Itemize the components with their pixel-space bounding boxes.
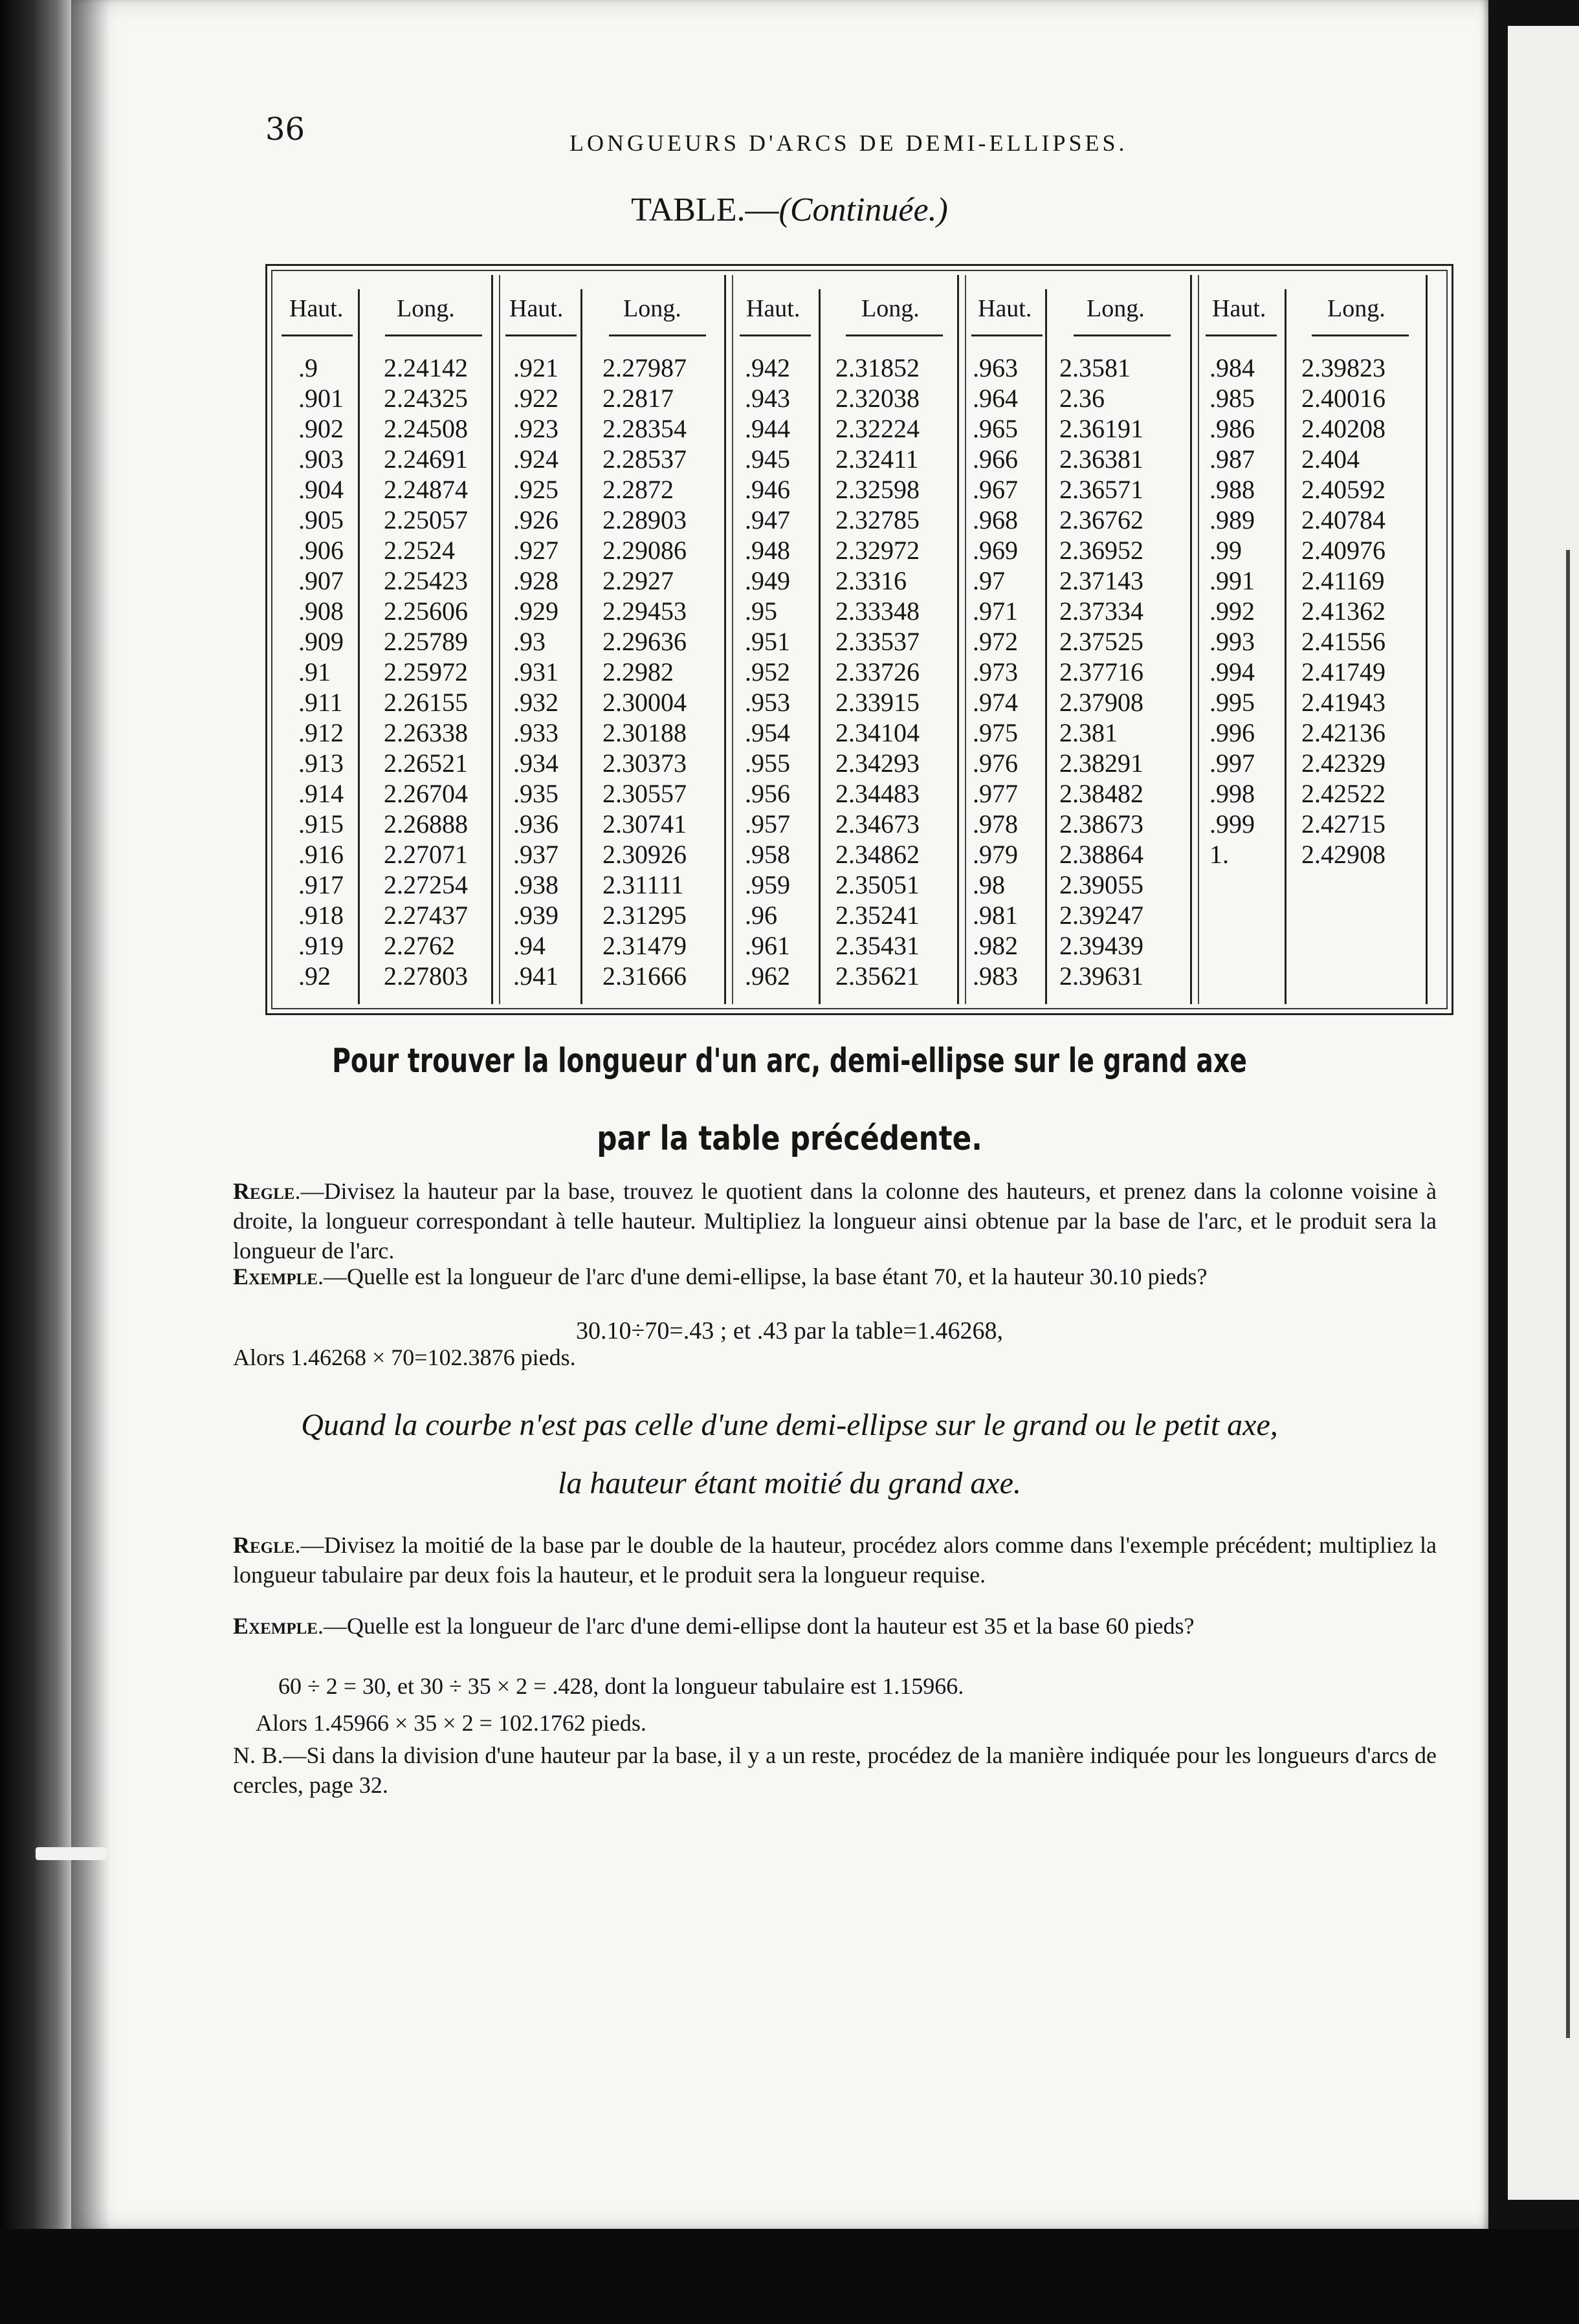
running-head: LONGUEURS D'ARCS DE DEMI-ELLIPSES. xyxy=(569,130,1128,156)
table-block-2 xyxy=(499,275,727,1004)
rule-text: .—Divisez la hauteur par la base, trouvez le quotient dans la colonne des hauteurs, et prenez dans la colonne voisine à droite, la longueur correspondant à telle hauteur. Multipliez la longueur ainsi obtenue par la base de l'arc, et le produit sera la longueur de l'arc. xyxy=(233,1178,1437,1264)
block-divider xyxy=(1426,275,1428,1004)
block-divider xyxy=(724,275,726,1004)
example-text: .—Quelle est la longueur de l'arc d'une demi-ellipse, la base étant 70, et la hauteur 30.10 pieds? xyxy=(317,1264,1208,1289)
header-rule xyxy=(385,334,482,336)
paper-scrap xyxy=(36,1847,107,1860)
table-block-1 xyxy=(282,275,494,1004)
haut-column: .984 .985 .986 .987 .988 .989 .99 .991 .992 .993 .994 .995 .996 .997 .998 .999 1. xyxy=(1209,353,1255,869)
header-rule xyxy=(971,334,1043,336)
header-haut: Haut. xyxy=(289,295,344,322)
section1-heading-line2: par la table précédente. xyxy=(597,1119,982,1158)
haut-column: .921 .922 .923 .924 .925 .926 .927 .928 .929 .93 .931 .932 .933 .934 .935 .936 .937 .938 .939 .94 .941 xyxy=(513,353,558,991)
scan-background xyxy=(0,2229,1579,2324)
block-divider xyxy=(499,275,500,1004)
header-rule xyxy=(1206,334,1277,336)
header-long: Long. xyxy=(397,295,455,322)
column-divider xyxy=(1285,289,1286,1004)
table-block-5 xyxy=(1198,275,1437,1004)
block-divider xyxy=(965,275,966,1004)
section2-example xyxy=(233,1611,1437,1641)
section2-rule xyxy=(233,1530,1437,1590)
table-block-3 xyxy=(732,275,960,1004)
table-title-main: TABLE.— xyxy=(631,192,779,228)
header-rule xyxy=(609,334,706,336)
book-spine xyxy=(0,0,71,2324)
long-column: 2.27987 2.2817 2.28354 2.28537 2.2872 2.28903 2.29086 2.2927 2.29453 2.29636 2.2982 2.30004 2.30188 2.30373 2.30557 2.30741 2.30926 2.31111 2.31295 2.31479 2.31666 xyxy=(602,353,687,991)
example-label: Exemple xyxy=(233,1613,318,1639)
section2-heading-line1: Quand la courbe n'est pas celle d'une demi-ellipse sur le grand ou le petit axe, xyxy=(301,1408,1278,1442)
rule-label: Regle xyxy=(233,1532,295,1558)
block-divider xyxy=(491,275,493,1004)
haut-column: .942 .943 .944 .945 .946 .947 .948 .949 .95 .951 .952 .953 .954 .955 .956 .957 .958 .959 .96 .961 .962 xyxy=(745,353,790,991)
rule-label: Regle xyxy=(233,1178,295,1204)
arc-length-table xyxy=(265,264,1453,1015)
section2-calc: 60 ÷ 2 = 30, et 30 ÷ 35 × 2 = .428, dont la longueur tabulaire est 1.15966. xyxy=(278,1673,964,1699)
block-divider xyxy=(1190,275,1192,1004)
header-haut: Haut. xyxy=(509,295,564,322)
header-haut: Haut. xyxy=(746,295,801,322)
block-divider xyxy=(1198,275,1199,1004)
header-long: Long. xyxy=(623,295,681,322)
table-title-continued: (Continuée.) xyxy=(778,192,948,228)
table-title xyxy=(0,191,1579,229)
header-long: Long. xyxy=(1087,295,1145,322)
long-column: 2.39823 2.40016 2.40208 2.404 2.40592 2.40784 2.40976 2.41169 2.41362 2.41556 2.41749 2.41943 2.42136 2.42329 2.42522 2.42715 2.42908 xyxy=(1301,353,1386,869)
example-label: Exemple xyxy=(233,1264,318,1289)
column-divider xyxy=(819,289,821,1004)
example-text: .—Quelle est la longueur de l'arc d'une demi-ellipse dont la hauteur est 35 et la base 60 pieds? xyxy=(317,1613,1195,1639)
long-column: 2.3581 2.36 2.36191 2.36381 2.36571 2.36762 2.36952 2.37143 2.37334 2.37525 2.37716 2.37908 2.381 2.38291 2.38482 2.38673 2.38864 2.39055 2.39247 2.39439 2.39631 xyxy=(1059,353,1143,991)
section1-example xyxy=(233,1262,1437,1291)
header-rule xyxy=(282,334,353,336)
section1-rule xyxy=(233,1176,1437,1266)
rule-text: .—Divisez la moitié de la base par le double de la hauteur, procédez alors comme dans l'exemple précédent; multipliez la longueur tabulaire par deux fois la hauteur, et le produit sera la longueur requise. xyxy=(233,1532,1437,1588)
header-long: Long. xyxy=(1327,295,1386,322)
section2-note: N. B.—Si dans la division d'une hauteur par la base, il y a un reste, procédez de la manière indiquée pour les longueurs d'arcs de cercles, page 32. xyxy=(233,1742,1437,1798)
header-rule xyxy=(740,334,811,336)
section1-calc: 30.10÷70=.43 ; et .43 par la table=1.46268, xyxy=(576,1317,1003,1344)
section2-heading-line2: la hauteur étant moitié du grand axe. xyxy=(558,1466,1021,1500)
header-rule xyxy=(1074,334,1171,336)
haut-column: .9 .901 .902 .903 .904 .905 .906 .907 .908 .909 .91 .911 .912 .913 .914 .915 .916 .917 .918 .919 .92 xyxy=(298,353,344,991)
column-divider xyxy=(358,289,360,1004)
header-rule xyxy=(505,334,577,336)
haut-column: .963 .964 .965 .966 .967 .968 .969 .97 .971 .972 .973 .974 .975 .976 .977 .978 .979 .98 .981 .982 .983 xyxy=(973,353,1018,991)
gutter-shadow xyxy=(71,0,110,2229)
column-divider xyxy=(580,289,582,1004)
long-column: 2.24142 2.24325 2.24508 2.24691 2.24874 2.25057 2.2524 2.25423 2.25606 2.25789 2.25972 2.26155 2.26338 2.26521 2.26704 2.26888 2.27071 2.27254 2.27437 2.2762 2.27803 xyxy=(384,353,468,991)
header-rule xyxy=(1312,334,1409,336)
facing-page-rule xyxy=(1566,550,1570,2038)
block-divider xyxy=(732,275,733,1004)
header-rule xyxy=(846,334,943,336)
page-number: 36 xyxy=(265,111,305,148)
column-divider xyxy=(1045,289,1047,1004)
section1-heading-line1: Pour trouver la longueur d'un arc, demi-ellipse sur le grand axe xyxy=(332,1042,1247,1080)
header-long: Long. xyxy=(861,295,920,322)
header-haut: Haut. xyxy=(1212,295,1266,322)
section2-result: Alors 1.45966 × 35 × 2 = 102.1762 pieds. xyxy=(256,1710,646,1736)
section1-result: Alors 1.46268 × 70=102.3876 pieds. xyxy=(233,1344,576,1370)
long-column: 2.31852 2.32038 2.32224 2.32411 2.32598 2.32785 2.32972 2.3316 2.33348 2.33537 2.33726 2.33915 2.34104 2.34293 2.34483 2.34673 2.34862 2.35051 2.35241 2.35431 2.35621 xyxy=(835,353,920,991)
header-haut: Haut. xyxy=(978,295,1032,322)
block-divider xyxy=(957,275,959,1004)
table-block-4 xyxy=(965,275,1193,1004)
